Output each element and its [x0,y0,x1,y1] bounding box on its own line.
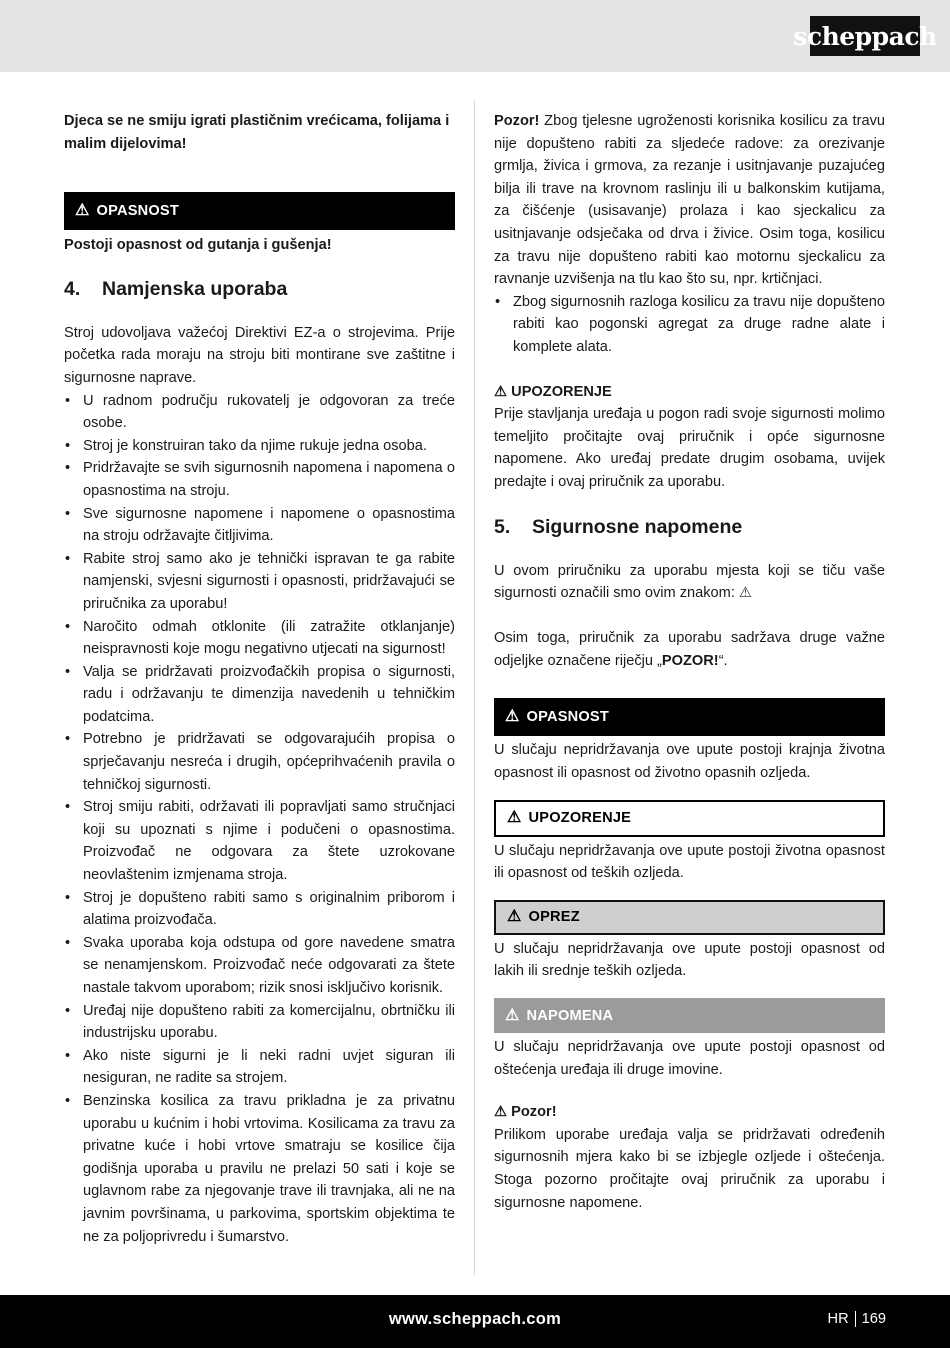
list-item: • U radnom području rukovatelj je odgovoran za treće osobe. [64,390,455,435]
upozorenje-heading [494,381,885,404]
column-divider [474,100,475,1275]
final-pozor-label: Pozor! [511,1104,557,1121]
language-code: HR [827,1311,849,1327]
danger-label: OPASNOST [96,203,179,220]
section-5-heading [494,514,885,540]
napomena-text: U slučaju nepridržavanja ove upute postoji opasnost od oštećenja uređaja ili druge imovine. [494,1039,885,1078]
pozor-bullet-list [494,291,885,359]
separator [855,1311,856,1327]
warning-triangle-icon: ⚠ [505,708,520,726]
list-item: • Pridržavajte se svih sigurnosnih napomena i napomena o opasnostima na stroju. [64,457,455,502]
page-indicator [828,1311,886,1327]
danger-text: Postoji opasnost od gutanja i gušenja! [64,237,332,254]
list-item: • Stroj je dopušteno rabiti samo s originalnim priborom i alatima proizvođača. [64,887,455,932]
brand-logo: scheppach [810,16,920,56]
warning-triangle-icon: ⚠ [494,1104,508,1121]
list-item: • Zbog sigurnosnih razloga kosilicu za travu nije dopušteno rabiti kao pogonski agregat za druge radne alate i komplete alata. [494,291,885,359]
box-label: NAPOMENA [526,1007,614,1024]
oprez-text: U slučaju nepridržavanja ove upute postoji opasnost od lakih ili srednje teških ozljeda. [494,940,885,980]
box-label: OPASNOST [526,709,609,726]
opasnost-box [494,698,885,736]
usage-bullet-list [64,390,455,1249]
upozorenje-text: Prije stavljanja uređaja u pogon radi svoje sigurnosti molimo temeljito pročitajte ovaj priručnik i opće sigurnosne napomene. Ako uređaj predate drugim osobama, uvijek predajte i ovaj priručnik za uporabu. [494,406,885,490]
warning-triangle-icon: ⚠ [507,908,522,926]
section-title: Sigurnosne napomene [532,515,743,538]
section-number: 4. [64,277,81,300]
upozorenje-box [494,800,885,837]
opasnost-text: U slučaju nepridržavanja ove upute postoji krajnja životna opasnost ili opasnost od životno opasnih ozljeda. [494,742,885,782]
pozor-label: Pozor! [494,113,540,129]
list-item: • Rabite stroj samo ako je tehnički ispravan te ga rabite namjenski, svjesni sigurnosti i opasnosti, pridržavajući se priručnika za uporabu! [64,548,455,616]
list-item: • Ako niste sigurni je li neki radni uvjet siguran ili nesiguran, ne radite sa strojem. [64,1045,455,1090]
final-pozor-heading [494,1101,885,1124]
list-item: • Naročito odmah otklonite (ili zatražite otklanjanje) neispravnosti koje mogu negativno utjecati na sigurnost! [64,616,455,661]
warning-triangle-icon: ⚠ [505,1006,520,1024]
warning-triangle-icon: ⚠ [507,809,522,827]
website-link[interactable]: www.scheppach.com [388,1310,562,1328]
danger-box [64,192,455,230]
list-item: • Uređaj nije dopušteno rabiti za komercijalnu, obrtničku ili industrijsku uporabu. [64,1000,455,1045]
upozorenje-label: UPOZORENJE [511,383,612,400]
list-item: • Svaka uporaba koja odstupa od gore navedene smatra se nenamjenskom. Proizvođač neće odgovarati za štete nastale takvom uporabom; rizik snosi isključivo korisnik. [64,932,455,1000]
pozor-paragraph [494,110,885,291]
section-5-paragraph-2 [494,627,885,672]
left-column [64,110,455,1248]
pozor-word: POZOR! [661,652,719,669]
list-item: • Potrebno je pridržavati se odgovarajućih propisa o sprječavanju nesreća i drugih, općeprihvaćenih pravila o tehničkoj sigurnosti. [64,728,455,796]
oprez-box [494,900,885,935]
section-4-intro: Stroj udovoljava važećoj Direktivi EZ-a o strojevima. Prije početka rada moraju na stroju biti montirane sve zaštitne i sigurnosne naprave. [64,324,455,386]
right-column [494,110,885,1214]
footer-bar [0,1295,950,1348]
list-item: • Valja se pridržavati proizvođačkih propisa o sigurnosti, radu i održavanju te dimenzija navedenih u tehničkim podatcima. [64,661,455,729]
section-number: 5. [494,515,511,538]
section-title: Namjenska uporaba [102,277,288,300]
napomena-box [494,998,885,1033]
warning-triangle-icon: ⚠ [494,383,508,400]
list-item: • Stroj je konstruiran tako da njime rukuje jedna osoba. [64,435,455,458]
section-4-heading [64,276,455,302]
final-pozor-text: Prilikom uporabe uređaja valja se pridržavati određenih sigurnosnih mjera kako bi se izbjegle ozljede i oštećenja. Stoga pozorno pročitajte ovaj priručnik za uporabu i sigurnosne napomene. [494,1126,885,1211]
children-warning: Djeca se ne smiju igrati plastičnim vrećicama, folijama i malim dijelovima! [64,113,450,152]
upozorenje-box-text: U slučaju nepridržavanja ove upute postoji životna opasnost ili opasnost od teških ozljeda. [494,842,885,882]
paragraph-text: Osim toga, priručnik za uporabu sadržava druge važne odjeljke označene riječju „ [494,630,885,669]
pozor-text: Zbog tjelesne ugroženosti korisnika kosilicu za travu nije dopušteno rabiti za sljedeće radove: za orezivanje grmlja, živica i grmova, za rezanje i usitnjavanje puzajućeg bilja ili trave na krovnom raslinju ili u balkonskim kutijama, za čišćenje (usisavanje) prolaza i kao sjeckalicu za usitnjavanje odsječaka od drva i živice. Osim toga, kosilicu za travu nije dopušteno rabiti kao motornu sjeckalicu za ravnanje uzvišenja na tlu kao što su, npr. krtičnjaci. [494,113,885,288]
box-label: UPOZORENJE [528,810,632,827]
paragraph-text: “. [718,652,728,669]
warning-triangle-icon: ⚠ [75,202,90,220]
list-item: • Stroj smiju rabiti, održavati ili popravljati samo stručnjaci koji su upoznati s njime i podučeni o opasnostima. Proizvođač ne odgovara za štete uzrokovane neovlaštenim izmjenama stroja. [64,796,455,886]
page-number: 169 [861,1311,886,1327]
list-item: • Sve sigurnosne napomene i napomene o opasnostima na stroju održavajte čitljivima. [64,503,455,548]
section-5-paragraph-1: U ovom priručniku za uporabu mjesta koji se tiču vaše sigurnosti označili smo ovim znakom: ⚠ [494,562,885,602]
list-item: • Benzinska kosilica za travu prikladna je za privatnu uporabu u kućnim i hobi vrtovima. Kosilicama za travu za privatne kuće i hobi vrtove smatraju se kosilice čija godišnja uporaba u pravilu ne prelazi 50 sati i koje se uglavnom rabe za njegovanje trave ili travnjaka, ali ne na javnim površinama, u parkovima, sportskim objektima te ne za poljoprivredu i šumarstvo. [64,1090,455,1248]
box-label: OPREZ [528,909,580,926]
